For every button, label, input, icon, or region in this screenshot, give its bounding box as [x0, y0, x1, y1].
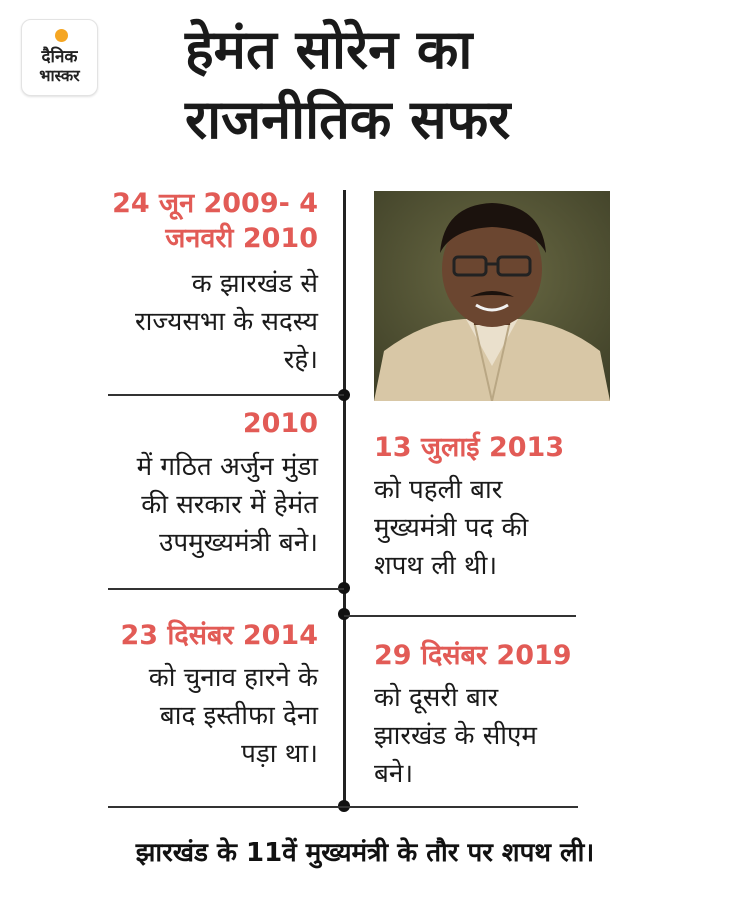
divider — [108, 588, 344, 590]
divider — [344, 615, 576, 617]
logo-line-2: भास्कर — [39, 66, 80, 85]
page-title — [185, 15, 725, 155]
timeline-spine — [343, 190, 346, 810]
sun-icon — [55, 29, 68, 42]
brand-logo — [21, 19, 98, 96]
portrait-icon — [374, 191, 610, 401]
portrait-photo — [374, 191, 610, 401]
event-date: 2010 — [242, 408, 318, 439]
divider — [108, 806, 578, 808]
timeline-dot — [338, 608, 350, 620]
footer-caption: झारखंड के 11वें मुख्यमंत्री के तौर पर शपथ ली। — [135, 838, 595, 868]
event-date: 24 जून 2009- 4 जनवरी 2010 — [112, 188, 318, 254]
event-date: 29 दिसंबर 2019 — [374, 640, 572, 671]
event-date: 13 जुलाई 2013 — [374, 432, 565, 463]
divider — [108, 394, 344, 396]
event-description: क झारखंड से राज्यसभा के सदस्य रहे। — [135, 269, 318, 375]
event-description: को दूसरी बार झारखंड के सीएम बने। — [374, 683, 537, 789]
event-date: 23 दिसंबर 2014 — [120, 620, 318, 651]
logo-line-1: दैनिक — [41, 47, 78, 67]
title-line-2: राजनीतिक सफर — [185, 88, 511, 151]
event-description: को चुनाव हारने के बाद इस्तीफा देना पड़ा था। — [148, 663, 318, 769]
event-description: में गठित अर्जुन मुंडा की सरकार में हेमंत उपमुख्यमंत्री बने। — [136, 452, 318, 558]
title-line-1: हेमंत सोरेन का — [185, 18, 473, 81]
event-description: को पहली बार मुख्यमंत्री पद की शपथ ली थी। — [374, 475, 529, 581]
